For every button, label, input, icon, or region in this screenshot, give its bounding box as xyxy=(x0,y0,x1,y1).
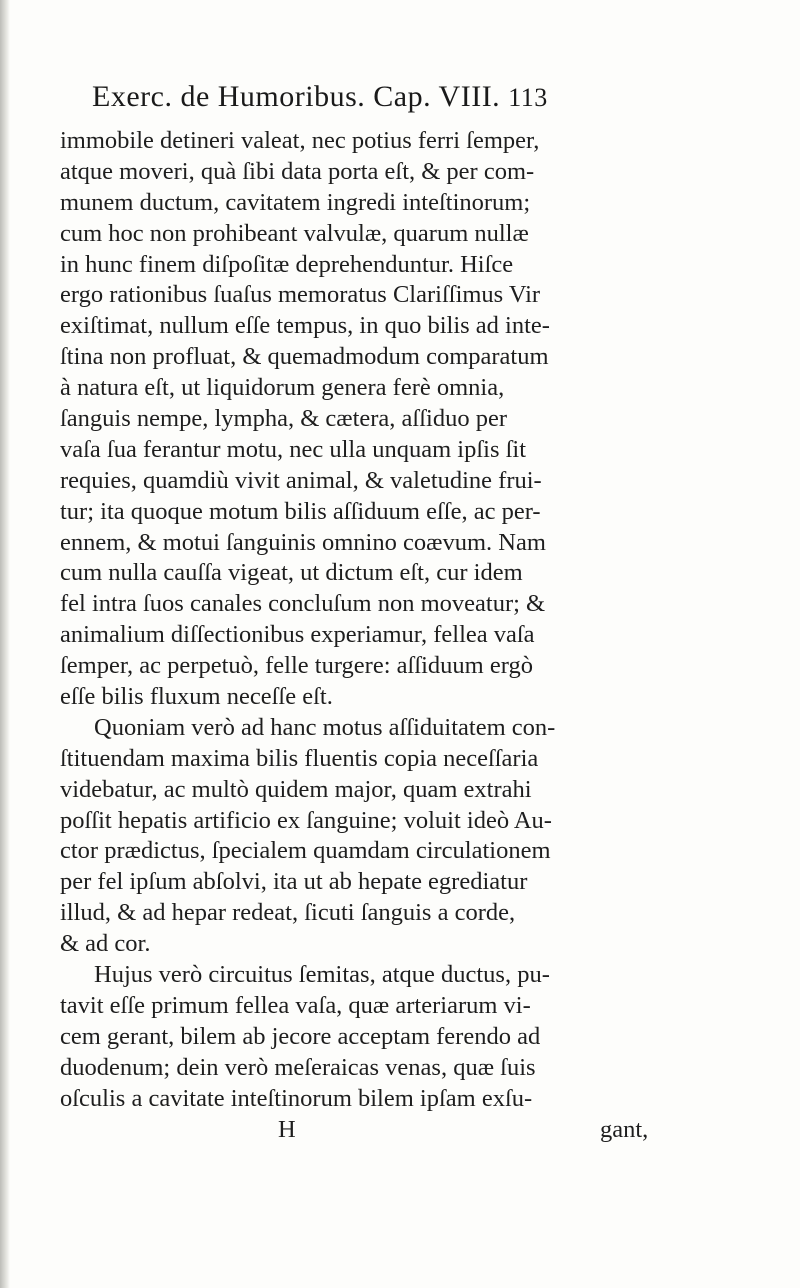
text-line: videbatur, ac multò quidem major, quam extrahi xyxy=(60,775,532,803)
text-line: duodenum; dein verò meſeraicas venas, quæ ſuis xyxy=(60,1053,536,1081)
paragraph-1 xyxy=(60,126,782,713)
text-line: ſanguis nempe, lympha, & cætera, aſſiduo per xyxy=(60,405,508,433)
text-line: oſculis a cavitate inteſtinorum bilem ipſam exſu- xyxy=(60,1084,533,1112)
text-line: atque moveri, quà ſibi data porta eſt, & per com- xyxy=(60,157,535,185)
text-line: animalium diſſectionibus experiamur, fellea vaſa xyxy=(60,621,535,649)
text-line: Hujus verò circuitus ſemitas, atque ductus, pu- xyxy=(94,961,550,989)
text-line: ſtituendam maxima bilis fluentis copia neceſſaria xyxy=(60,744,539,772)
text-line: Quoniam verò ad hanc motus aſſiduitatem con- xyxy=(94,713,556,741)
text-line: cum nulla cauſſa vigeat, ut dictum eſt, cur idem xyxy=(60,559,523,587)
text-line: ctor prædictus, ſpecialem quamdam circulationem xyxy=(60,837,551,865)
text-line: poſſit hepatis artificio ex ſanguine; voluit ideò Au- xyxy=(60,806,552,834)
text-line: fel intra ſuos canales concluſum non moveatur; & xyxy=(60,590,546,618)
text-line: tavit eſſe primum fellea vaſa, quæ arteriarum vi- xyxy=(60,991,531,1019)
text-line: eſſe bilis fluxum neceſſe eſt. xyxy=(60,683,333,711)
body-text xyxy=(60,126,782,1145)
text-line: & ad cor. xyxy=(60,930,151,958)
text-line: requies, quamdiù vivit animal, & valetudine frui- xyxy=(60,466,542,494)
text-line: cum hoc non prohibeant valvulæ, quarum nullæ xyxy=(60,219,529,247)
page-number: 113 xyxy=(508,83,548,112)
signature-line xyxy=(60,1115,782,1146)
page-binding-edge xyxy=(0,0,10,1288)
text-line: ſemper, ac perpetuò, felle turgere: aſſiduum ergò xyxy=(60,652,533,680)
catchword: gant, xyxy=(600,1115,649,1143)
paragraph-3 xyxy=(60,960,782,1114)
text-line: vaſa ſua ferantur motu, nec ulla unquam ipſis ſit xyxy=(60,435,527,463)
text-line: per fel ipſum abſolvi, ita ut ab hepate egrediatur xyxy=(60,868,528,896)
paragraph-2 xyxy=(60,713,782,960)
text-line: ergo rationibus ſuaſus memoratus Clariſſimus Vir xyxy=(60,281,541,309)
text-line: cem gerant, bilem ab jecore acceptam ferendo ad xyxy=(60,1022,541,1050)
text-line: in hunc finem diſpoſitæ deprehenduntur. Hiſce xyxy=(60,250,514,278)
running-title: Exerc. de Humoribus. Cap. VIII. xyxy=(92,80,501,113)
text-line: exiſtimat, nullum eſſe tempus, in quo bilis ad inte- xyxy=(60,312,550,340)
signature-mark: H xyxy=(278,1115,296,1143)
running-head xyxy=(92,80,782,114)
text-line: illud, & ad hepar redeat, ſicuti ſanguis a corde, xyxy=(60,899,516,927)
text-line: munem ductum, cavitatem ingredi inteſtinorum; xyxy=(60,188,531,216)
text-line: tur; ita quoque motum bilis aſſiduum eſſe, ac per- xyxy=(60,497,541,525)
text-line: ennem, & motui ſanguinis omnino coævum. Nam xyxy=(60,528,546,556)
text-line: ſtina non profluat, & quemadmodum comparatum xyxy=(60,343,549,371)
text-line: à natura eſt, ut liquidorum genera ferè omnia, xyxy=(60,374,505,402)
text-line: immobile detineri valeat, nec potius ferri ſemper, xyxy=(60,127,540,154)
